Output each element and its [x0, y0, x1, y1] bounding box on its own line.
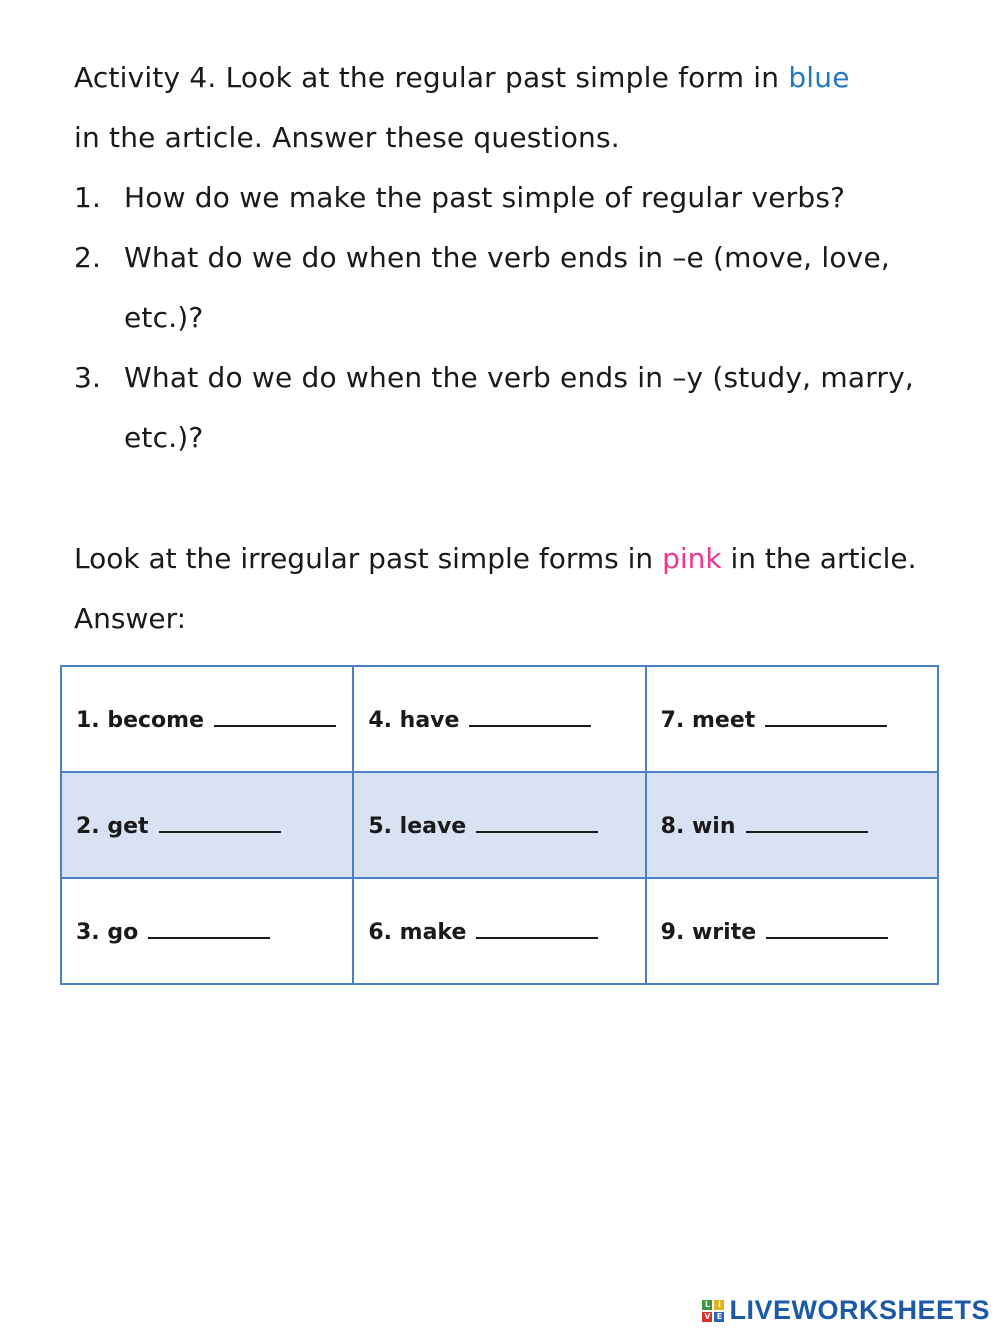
- verb-label: 1. become: [76, 708, 204, 733]
- question-item: [74, 228, 934, 348]
- question-number: 2.: [74, 241, 102, 274]
- irregular-heading: [74, 529, 934, 649]
- verb-label: 7. meet: [660, 708, 756, 733]
- verb-label: 6. make: [368, 920, 467, 945]
- irregular-heading-suffix: in the article. Answer:: [74, 542, 917, 635]
- activity-instructions: [74, 48, 934, 468]
- verb-label: 5. leave: [368, 814, 467, 839]
- verb-cell[interactable]: [646, 878, 938, 984]
- verb-label: 3. go: [76, 920, 139, 945]
- verb-label: 9. write: [660, 920, 757, 945]
- verb-cell[interactable]: [646, 666, 938, 772]
- question-number: 3.: [74, 361, 102, 394]
- logo-text: LIVEWORKSHEETS: [729, 1295, 990, 1325]
- activity-heading: [74, 48, 934, 108]
- answer-blank[interactable]: [766, 917, 888, 939]
- verb-cell[interactable]: [61, 772, 353, 878]
- blue-highlight-word: blue: [788, 61, 850, 94]
- question-text: How do we make the past simple of regular verbs?: [124, 181, 846, 214]
- table-row: [61, 666, 938, 772]
- irregular-instructions: [74, 529, 934, 649]
- verb-cell[interactable]: [61, 878, 353, 984]
- question-text: What do we do when the verb ends in –y (study, marry, etc.)?: [124, 361, 915, 454]
- verb-label: 8. win: [660, 814, 736, 839]
- logo-mark-tile: E: [714, 1312, 724, 1322]
- question-text: What do we do when the verb ends in –e (move, love, etc.)?: [124, 241, 890, 334]
- verb-label: 4. have: [368, 708, 460, 733]
- liveworksheets-logo: [702, 1295, 990, 1326]
- irregular-heading-prefix: Look at the irregular past simple forms in: [74, 542, 663, 575]
- answer-blank[interactable]: [746, 811, 868, 833]
- answer-blank[interactable]: [148, 917, 270, 939]
- question-number: 1.: [74, 181, 102, 214]
- answer-blank[interactable]: [469, 705, 591, 727]
- question-item: [74, 168, 934, 228]
- activity-heading-prefix: Activity 4. Look at the regular past simple form in: [74, 61, 789, 94]
- question-list: [74, 168, 934, 468]
- logo-mark-tile: i: [714, 1300, 724, 1310]
- pink-highlight-word: pink: [662, 542, 722, 575]
- answer-blank[interactable]: [159, 811, 281, 833]
- answer-blank[interactable]: [214, 705, 336, 727]
- verb-cell[interactable]: [646, 772, 938, 878]
- answer-blank[interactable]: [765, 705, 887, 727]
- verb-cell[interactable]: [353, 772, 645, 878]
- verb-cell[interactable]: [353, 666, 645, 772]
- table-row: [61, 878, 938, 984]
- table-row: [61, 772, 938, 878]
- answer-blank[interactable]: [476, 917, 598, 939]
- activity-heading-continued: in the article. Answer these questions.: [74, 121, 620, 154]
- logo-mark-tile: V: [704, 1311, 711, 1321]
- verb-cell[interactable]: [61, 666, 353, 772]
- logo-mark-icon: [702, 1300, 724, 1322]
- verb-label: 2. get: [76, 814, 149, 839]
- answer-blank[interactable]: [476, 811, 598, 833]
- verb-cell[interactable]: [353, 878, 645, 984]
- irregular-verbs-table: [60, 665, 939, 985]
- question-item: [74, 348, 934, 468]
- logo-mark-tile: L: [702, 1300, 712, 1310]
